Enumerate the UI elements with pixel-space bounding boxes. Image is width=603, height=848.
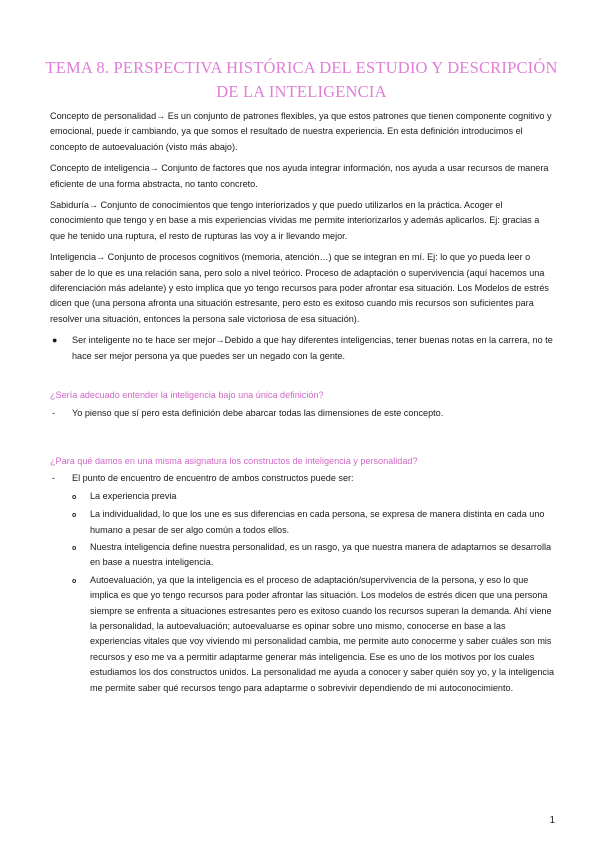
- sub-list-item: [70, 489, 555, 505]
- circle-bullet-icon: o: [72, 577, 77, 585]
- paragraph-wisdom: Sabiduría→ Conjunto de conocimientos que tengo interiorizados y que puedo utilizarlos en la práctica. Acoger el conocimiento que tengo y en base a mis experiencias vividas me permite interiorizarlos y además aplicarlos. Ej: gracias a que he tenido una ruptura, el resto de rupturas las voy a ir llevando mejor.: [50, 200, 540, 241]
- answer-item-1: [50, 406, 555, 421]
- question-heading-2: ¿Para qué damos en una misma asignatura los constructos de inteligencia y personalidad?: [50, 455, 418, 466]
- answer-item-2: [50, 471, 555, 486]
- paragraph-intelligence: Inteligencia→ Conjunto de procesos cognitivos (memoria, atención…) que se integran en mí. Ej: lo que yo pueda leer o saber de lo que es una relación sana, pero solo a nivel teórico. Proceso de adaptación o supervivencia (aquí hacemos una diferenciación más adelante) y esto implica que yo tengo recursos para poder afrontar esa situación. Los Modelos de estrés dicen que (una persona afronta una situación estresante, pero esto es exitoso cuando mis recursos son suficientes para resolver una situación, entonces la persona sale victoriosa de esa situación).: [50, 252, 549, 324]
- bullet-item: [50, 333, 555, 364]
- sub-list: [70, 489, 555, 696]
- paragraph-personality: Concepto de personalidad→ Es un conjunto de patrones flexibles, ya que estos patrones que tienen componente cognitivo y emocional, puede ir cambiando, ya que somos el resultado de nuestra experiencia. En esta definición introducimos el concepto de autoevaluación (visto más abajo).: [50, 111, 552, 152]
- dash-icon: -: [52, 473, 56, 484]
- sub-list-item: [70, 573, 555, 696]
- dash-icon: -: [52, 407, 56, 418]
- paragraph-intelligence-concept: Concepto de inteligencia→ Conjunto de factores que nos ayuda integrar información, nos ayuda a usar recursos de manera eficiente de una forma abstracta, no tanto concreto.: [50, 163, 549, 189]
- sub-item-text: Autoevaluación, ya que la inteligencia es el proceso de adaptación/supervivencia de la persona, y eso lo que implica es que yo tengo recursos para poder afrontar las situación. Los modelos de estrés dicen que una persona siempre se enfrenta a situaciones estresantes pero es exitoso cuando los recursos superan la demanda. Ahí viene la personalidad, la autoevaluación; autoevaluarse es opinar sobre uno mismo, conocerse en base a las experiencias vitales que voy viviendo mi personalidad cambia, me permite auto conocerme y saber cuáles son mis recursos y eso me va a permitir adaptarme generar más inteligencia. Ese es uno de los motivos por los cuales estudiamos los dos constructos unidos. La personalidad me ayuda a conocer y saber quién soy yo, y la inteligencia me permite saber qué recursos tengo para adaptarme o sobrevivir dependiendo de mi autoconocimiento.: [90, 574, 555, 693]
- sub-item-text: La individualidad, lo que los une es sus diferencias en cada persona, se expresa de manera distinta en cada uno humano a pesar de ser algo común a todos ellos.: [90, 509, 545, 535]
- circle-bullet-icon: o: [72, 493, 77, 501]
- circle-bullet-icon: o: [72, 512, 77, 520]
- page-number: 1: [549, 815, 555, 826]
- page-title: TEMA 8. PERSPECTIVA HISTÓRICA DEL ESTUDIO Y DESCRIPCIÓN DE LA INTELIGENCIA: [45, 58, 558, 101]
- answer-text-1: Yo pienso que sí pero esta definición debe abarcar todas las dimensiones de este concepto.: [72, 407, 444, 418]
- circle-bullet-icon: o: [72, 544, 77, 552]
- sub-item-text: La experiencia previa: [90, 490, 177, 501]
- sub-item-text: Nuestra inteligencia define nuestra personalidad, es un rasgo, ya que nuestra manera de adaptarnos se desarrolla en base a nuestra inteligencia.: [90, 541, 552, 568]
- answer-text-2: El punto de encuentro de encuentro de ambos constructos puede ser:: [72, 473, 354, 484]
- bullet-text: Ser inteligente no te hace ser mejor→Debido a que hay diferentes inteligencias, tener buenas notas en la carrera, no te hace ser mejor persona ya que puedes ser un negado con la gente.: [72, 335, 553, 361]
- sub-list-item: [70, 540, 555, 571]
- bullet-dot-icon: ●: [52, 335, 58, 346]
- document-body: [50, 109, 555, 698]
- question-heading-1: ¿Sería adecuado entender la inteligencia bajo una única definición?: [50, 390, 324, 401]
- sub-list-item: [70, 507, 555, 538]
